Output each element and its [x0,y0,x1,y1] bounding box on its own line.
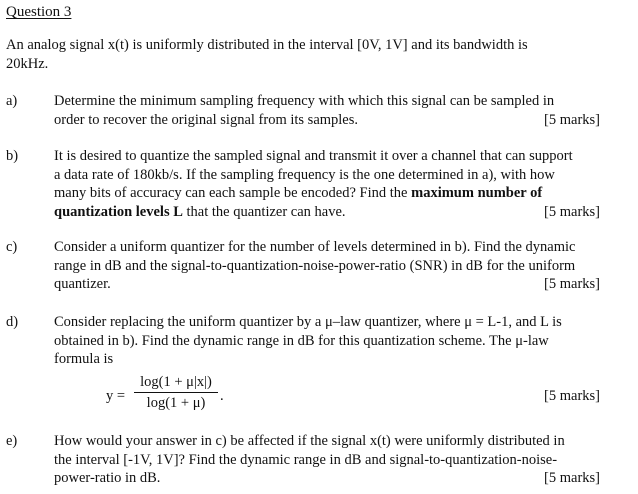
formula-end: . [220,387,224,404]
part-line: quantizer. [54,276,111,292]
part-line-with-marks [54,275,632,294]
part-label: c) [6,239,18,255]
part-label: d) [6,314,19,330]
part-line: a data rate of 180kb/s. If the sampling frequency is the one determined in a), with how [54,166,555,183]
formula-numerator: log(1 + μ|x|) [134,373,218,394]
marks-label: [5 marks] [544,387,600,404]
part-line: formula is [54,351,114,367]
part-label: a) [6,93,18,109]
part-line [54,184,632,203]
part-text: that the quantizer can have. [186,203,346,220]
part-line: power-ratio in dB. [54,470,161,486]
part-line: range in dB and the signal-to-quantization-noise-power-ratio (SNR) in dB for the uniform [54,257,576,274]
part-line: Consider a uniform quantizer for the number of levels determined in b). Find the dynamic [54,239,576,255]
part-line-with-marks [54,111,632,130]
part-line: the interval [-1V, 1V]? Find the dynamic range in dB and signal-to-quantization-noise- [54,451,558,468]
part-label: e) [6,433,18,449]
part-body [54,147,632,221]
part-line: Consider replacing the uniform quantizer by a μ–law quantizer, where μ = L-1, and L is [54,314,562,330]
part-label: b) [6,148,19,164]
part-line: order to recover the original signal from its samples. [54,111,359,128]
part-body [54,92,632,129]
marks-label: [5 marks] [544,111,600,128]
formula-fraction [134,373,218,413]
part-body [54,313,632,425]
mu-law-formula [54,371,632,425]
part-line: obtained in b). Find the dynamic range in dB for this quantization scheme. The μ-law [54,332,549,349]
part-line: It is desired to quantize the sampled signal and transmit it over a channel that can support [54,148,573,164]
bold-emphasis: quantization levels L [54,203,183,220]
part-line-with-marks [54,203,632,222]
question-intro [6,36,632,74]
marks-label: [5 marks] [544,276,600,292]
bold-emphasis: maximum number of [411,185,543,201]
marks-label: [5 marks] [544,203,600,220]
part-line: How would your answer in c) be affected if the signal x(t) were uniformly distributed in [54,433,565,449]
part-line-with-marks [54,469,632,488]
question-title: Question 3 [6,4,72,20]
part-line: Determine the minimum sampling frequency with which this signal can be sampled in [54,93,555,109]
part-body [54,238,632,294]
intro-line-1: An analog signal x(t) is uniformly distributed in the interval [0V, 1V] and its bandwidth is [6,37,528,53]
formula-denominator: log(1 + μ) [146,395,206,411]
intro-line-2: 20kHz. [6,56,49,72]
formula-lhs: y = [106,387,126,404]
part-text: many bits of accuracy can each sample be encoded? Find the [54,185,408,201]
marks-label: [5 marks] [544,470,600,486]
part-body [54,432,632,488]
